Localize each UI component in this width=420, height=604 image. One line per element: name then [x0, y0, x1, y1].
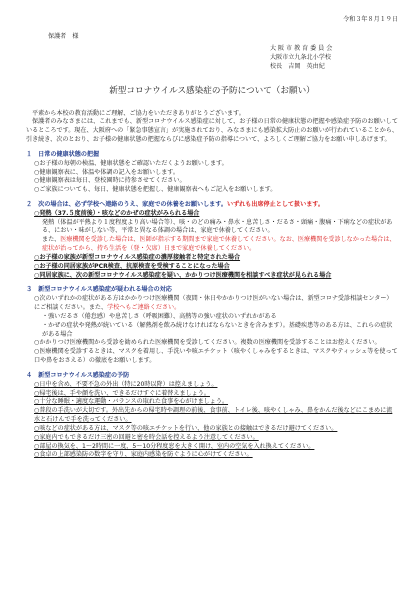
section-2-heading-main: ２ 次の場合は、必ず学校へ連絡のうえ、家庭での休養をお願いします。: [26, 200, 227, 208]
intro-paragraph-1: 平素から本校の教育活動にご理解、ご協力をいただきありがとうございます。: [32, 109, 245, 117]
section-suspected-case: [26, 286, 398, 365]
consult-paragraph: [26, 295, 398, 313]
consult-text: ○次のいずれかの症状がある方はかかりつけ医療機関（夜間・休日やかかりつけ医がいない場合は、新型コロナ受診相談センター）にご相談ください。また、: [34, 295, 393, 312]
list-item: ○普段の手洗いが大切です。外出先からの帰宅時や調理の前後、食事前、トイレ後、咳やくしゃみ、鼻をかんだ後などにこまめに流水と石けんで手を洗ってください。: [34, 407, 393, 424]
medical-visit-note: [26, 236, 398, 254]
sender-school: 大阪市立九条北小学校: [270, 53, 331, 61]
fever-case-heading: ○発熱（37.５度前後）・咳などのかぜの症状がみられる場合: [34, 209, 200, 217]
page-title: 新型コロナウイルス感染症の予防について（お願い）: [109, 86, 315, 97]
list-item: ○お子様の家族が新型コロナウイルス感染症の濃厚接触者と特定された場合: [34, 253, 241, 261]
list-item: ○家庭内でもできるだけ三密の回避と密を時会話を控えるよう注意してください。: [34, 433, 259, 441]
section-health-check: [26, 151, 398, 195]
medical-visit-text: 医療機関を受診した場合は、医師が指示する期間まで家庭で休養してください。なお、医療機関を受診しなかった場合は、症状が治ってから、持ち生活を（登・欠席）日まで家庭で休養してください。: [42, 236, 396, 253]
fever-case-body: 発熱（体温が平熱より１度程度より高い場合等）、咳・のどの痛み・鼻水・息苦しさ・だるさ・頭痛・腹痛・下痢などの症状がある、におい・味がしない等、平常と異なる体調の場合は、家庭で休養してください。: [42, 218, 393, 235]
list-item: ○咳などの症状がある方は、マスク等の咳エチケットを行い、他の家族との接触はできるだけ避けてください。: [34, 424, 338, 432]
section-4-heading: ４ 新型コロナウイルス感染症の予防: [26, 371, 130, 379]
sender-block: [270, 44, 398, 71]
list-item: ○食卓の上部感染防の数字を守り、家庭内感染を防ぐように心がけてください。: [34, 451, 253, 459]
list-item: ○十分な睡眠・適度な運動・バランスの取れた食事を心がけましょう。: [34, 398, 229, 406]
sender-principal: 校長 吉岡 英由紀: [270, 62, 325, 70]
issue-date: 令和３年８月１９日: [343, 16, 398, 23]
list-item: ○かかりつけ医療機関から受診を勧められた医療機関を受診してください。複数の医療機関を受診することはお控えください。: [34, 339, 381, 347]
list-item: ○ご家族についても、毎日、健康状態を把握し、健康観察表へもご記入をお願いします。: [34, 186, 277, 194]
addressee: 保護者 様: [48, 32, 79, 40]
attendance-suspension-note: いずれも出席停止として扱います。: [226, 200, 324, 208]
sender-board: 大 阪 市 教 育 委 員 会: [270, 44, 333, 52]
list-item: ○帰宅後は、手や顔を洗い、できるだけすぐに着替えましょう。: [34, 389, 210, 397]
medical-visit-lead: また、: [42, 236, 61, 244]
list-item: ○健康観察表は毎日、登校園時に持参させてください。: [34, 177, 186, 185]
section-1-heading: １ 日常の健康状態の把握: [26, 150, 100, 158]
list-item: ○お子様の同居家族がPCR検査、抗原検査を受検することになった場合: [34, 262, 230, 270]
list-item: ○日中を含め、不要不急の外出（特に20時以降）は控えましょう。: [34, 380, 218, 388]
list-item: ・強いだるさ（倦怠感）や息苦しさ（呼吸困難）、高熱等の強い症状のいずれかがある: [42, 312, 277, 320]
intro-paragraph-2: 保護者のみなさまには、これまでも、新型コロナウイルス感染症に対して、お子様の日常の健康状態の把握や感染症予防のお願いしているところです。現在、大阪府への「緊急事態宣言」が実施されており、みなさまにも感染拡大防止のお願いが行われていることから、引き続き、次のとおり、お子様の健康状態の把握ならびに感染症予防の指導について、よろしくご理解ご協力をお願い申しあげます。: [26, 118, 398, 144]
list-item: ○部屋の換気を、1～2時間に一度、5～10分程度窓を大きく開け、室内の空気を入れ換えてください。: [34, 442, 315, 450]
list-item: ○健康観察表に、体温や体調の記入をお願いします。: [34, 168, 179, 176]
list-item: ○同居家族に、次の新型コロナウイルス感染症を疑い、かかりつけ医療機関を相談すべき症状が見られる場合: [34, 271, 332, 279]
list-item: ・かぜの症状や発熱が続いている（解熱剤を飲み続けなければならないときを含みます）。基礎疾患等のある方は、これらの症状がある場合: [42, 321, 393, 338]
section-prevention: [26, 372, 398, 460]
section-3-heading: ３ 新型コロナウイルス感染症が疑われる場合の対応: [26, 286, 172, 294]
section-rest-cases: [26, 201, 398, 280]
list-item: ○医療機関を受診するときは、マスクを着用し、手洗いや咳エチケット（咳やくしゃみをするときは、マスクやティッシュ等を使って口や鼻をおさえる）の徹底をお願いします。: [34, 348, 398, 365]
section-2-heading: [26, 201, 398, 210]
school-contact-note: 学校へもご連絡ください。: [107, 304, 181, 312]
list-item: ○お子様の毎朝の検温、健康状態をご確認いただくようお願いします。: [34, 159, 228, 167]
